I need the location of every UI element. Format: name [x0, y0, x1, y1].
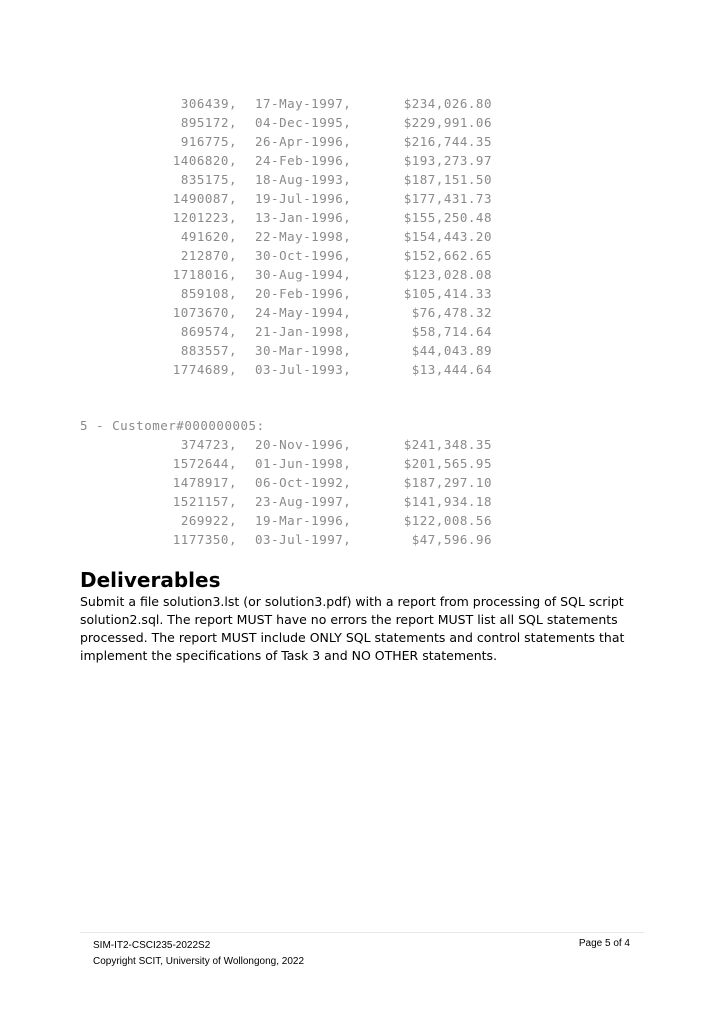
footer-divider — [80, 932, 644, 933]
deliverables-heading: Deliverables — [80, 568, 221, 592]
order-amount: $155,250.48 — [403, 210, 492, 225]
order-id: 916775, — [180, 134, 237, 149]
order-id: 1774689, — [172, 362, 237, 377]
order-date: 20-Feb-1996, — [255, 286, 352, 301]
table-row — [0, 305, 724, 324]
copyright-notice: Copyright SCIT, University of Wollongong, 2022 — [93, 956, 305, 967]
table-row — [0, 115, 724, 134]
table-row — [0, 191, 724, 210]
order-amount: $154,443.20 — [403, 229, 492, 244]
order-id: 1201223, — [172, 210, 237, 225]
table-row — [0, 532, 724, 551]
table-row — [0, 134, 724, 153]
order-amount: $76,478.32 — [411, 305, 492, 320]
order-amount: $58,714.64 — [411, 324, 492, 339]
order-amount: $44,043.89 — [411, 343, 492, 358]
table-row — [0, 248, 724, 267]
order-date: 22-May-1998, — [255, 229, 352, 244]
order-date: 30-Oct-1996, — [255, 248, 352, 263]
table-row — [0, 324, 724, 343]
order-date: 03-Jul-1997, — [255, 532, 352, 547]
order-date: 01-Jun-1998, — [255, 456, 352, 471]
order-amount: $123,028.08 — [403, 267, 492, 282]
order-date: 21-Jan-1998, — [255, 324, 352, 339]
table-row — [0, 229, 724, 248]
order-id: 1718016, — [172, 267, 237, 282]
order-amount: $234,026.80 — [403, 96, 492, 111]
order-amount: $187,297.10 — [403, 475, 492, 490]
order-date: 20-Nov-1996, — [255, 437, 352, 452]
order-amount: $201,565.95 — [403, 456, 492, 471]
order-date: 19-Jul-1996, — [255, 191, 352, 206]
order-amount: $229,991.06 — [403, 115, 492, 130]
order-id: 269922, — [180, 513, 237, 528]
order-id: 835175, — [180, 172, 237, 187]
table-row — [0, 456, 724, 475]
order-date: 26-Apr-1996, — [255, 134, 352, 149]
order-date: 17-May-1997, — [255, 96, 352, 111]
order-id: 1177350, — [172, 532, 237, 547]
table-row — [0, 267, 724, 286]
order-amount: $193,273.97 — [403, 153, 492, 168]
table-row — [0, 437, 724, 456]
order-id: 306439, — [180, 96, 237, 111]
order-id: 1478917, — [172, 475, 237, 490]
order-date: 23-Aug-1997, — [255, 494, 352, 509]
order-table-customer-5 — [0, 437, 724, 551]
order-amount: $177,431.73 — [403, 191, 492, 206]
order-amount: $187,151.50 — [403, 172, 492, 187]
table-row — [0, 494, 724, 513]
order-date: 03-Jul-1993, — [255, 362, 352, 377]
order-amount: $47,596.96 — [411, 532, 492, 547]
table-row — [0, 513, 724, 532]
footer-left — [93, 938, 304, 970]
order-id: 883557, — [180, 343, 237, 358]
order-id: 212870, — [180, 248, 237, 263]
order-id: 1572644, — [172, 456, 237, 471]
table-row — [0, 172, 724, 191]
page-number: Page 5 of 4 — [578, 938, 630, 949]
customer-header: 5 - Customer#000000005: — [80, 418, 265, 433]
order-id: 869574, — [180, 324, 237, 339]
order-amount: $216,744.35 — [403, 134, 492, 149]
order-date: 24-Feb-1996, — [255, 153, 352, 168]
table-row — [0, 362, 724, 381]
order-id: 491620, — [180, 229, 237, 244]
order-date: 13-Jan-1996, — [255, 210, 352, 225]
order-date: 06-Oct-1992, — [255, 475, 352, 490]
deliverables-paragraph: Submit a file solution3.lst (or solution3.pdf) with a report from processing of SQL script solution2.sql. The report MUST have no errors the report MUST list all SQL statements processed. The report MUST include ONLY SQL statements and control statements that implement the specifications of Task 3 and NO OTHER statements. — [80, 594, 625, 663]
order-amount: $122,008.56 — [403, 513, 492, 528]
order-id: 895172, — [180, 115, 237, 130]
order-date: 24-May-1994, — [255, 305, 352, 320]
order-date: 30-Aug-1994, — [255, 267, 352, 282]
order-table-customer-4 — [0, 96, 724, 381]
order-date: 30-Mar-1998, — [255, 343, 352, 358]
order-date: 18-Aug-1993, — [255, 172, 352, 187]
table-row — [0, 210, 724, 229]
order-id: 1406820, — [172, 153, 237, 168]
order-date: 19-Mar-1996, — [255, 513, 352, 528]
table-row — [0, 475, 724, 494]
table-row — [0, 153, 724, 172]
order-id: 859108, — [180, 286, 237, 301]
order-id: 1073670, — [172, 305, 237, 320]
table-row — [0, 343, 724, 362]
course-code: SIM-IT2-CSCI235-2022S2 — [93, 940, 211, 951]
table-row — [0, 286, 724, 305]
order-id: 374723, — [180, 437, 237, 452]
order-id: 1490087, — [172, 191, 237, 206]
order-date: 04-Dec-1995, — [255, 115, 352, 130]
table-row — [0, 96, 724, 115]
order-amount: $241,348.35 — [403, 437, 492, 452]
order-amount: $105,414.33 — [403, 286, 492, 301]
order-id: 1521157, — [172, 494, 237, 509]
order-amount: $152,662.65 — [403, 248, 492, 263]
order-amount: $141,934.18 — [403, 494, 492, 509]
order-amount: $13,444.64 — [411, 362, 492, 377]
